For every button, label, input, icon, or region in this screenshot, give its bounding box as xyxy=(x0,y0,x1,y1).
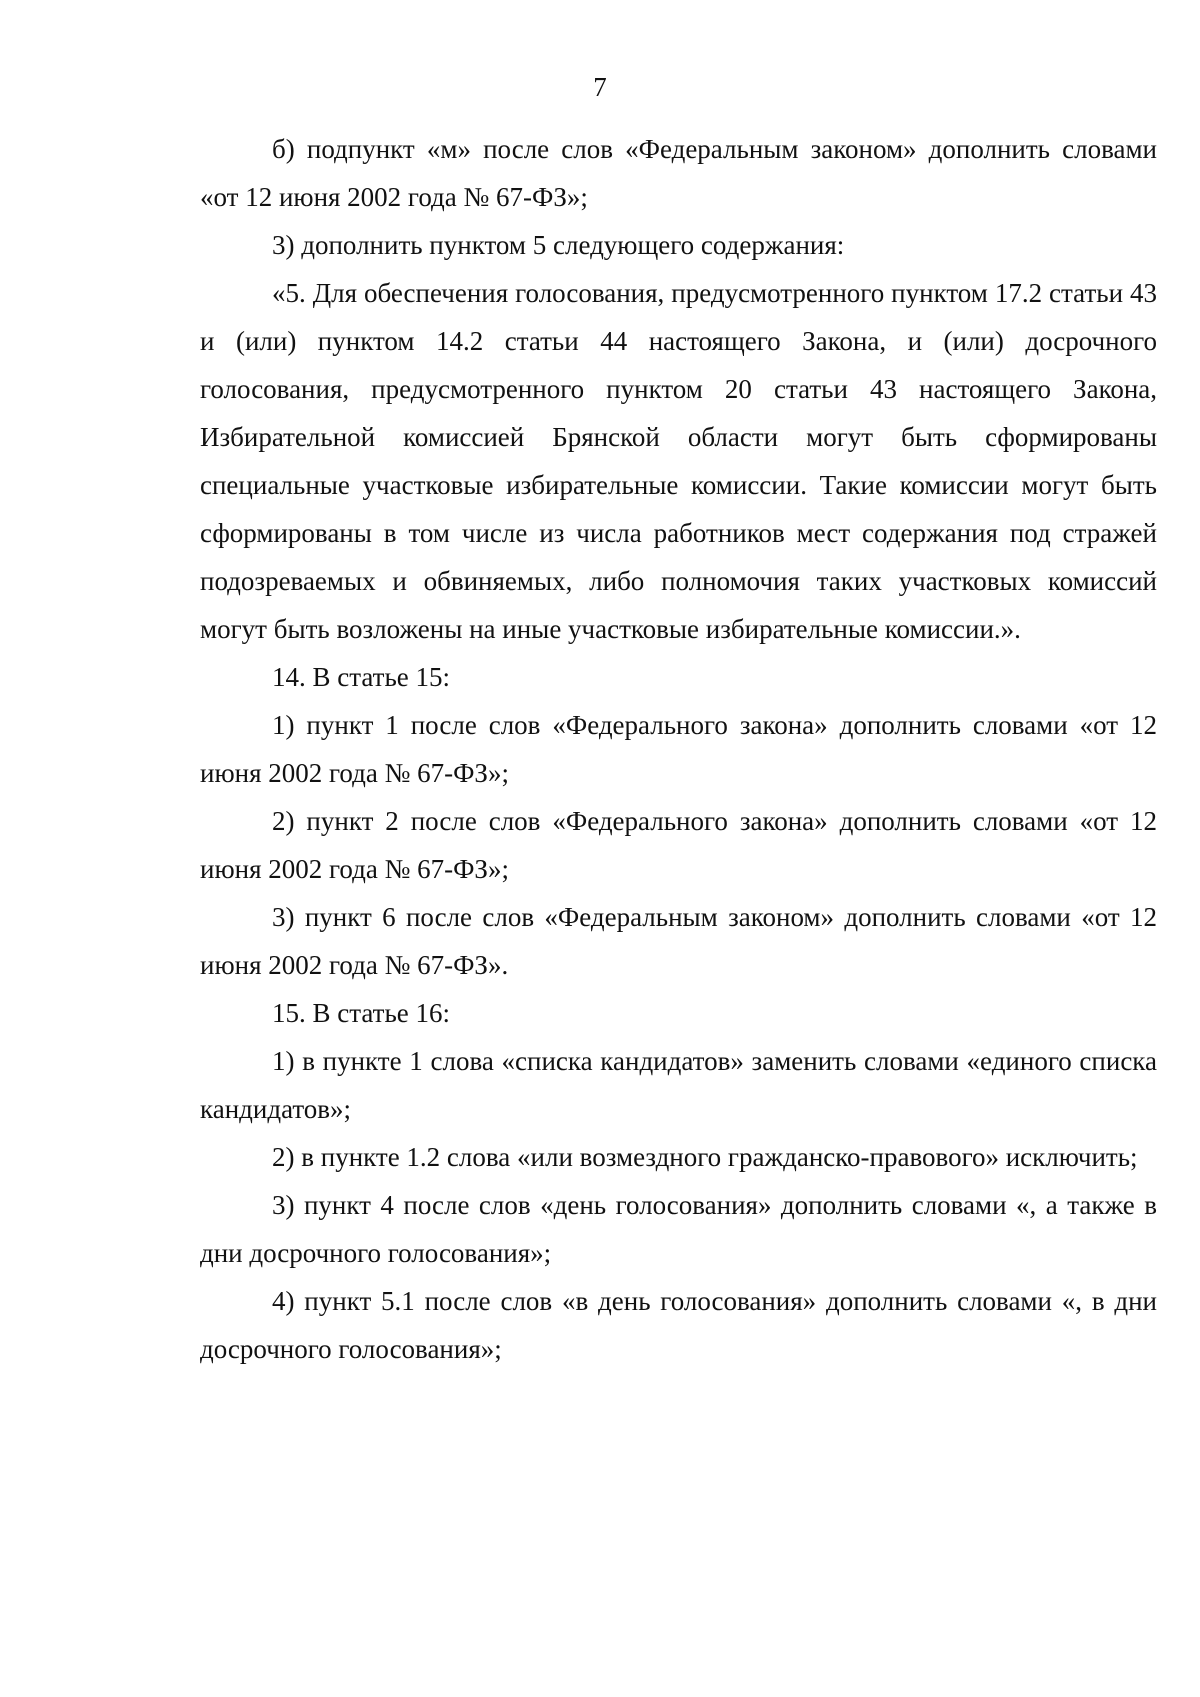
page-number: 7 xyxy=(593,72,607,102)
section-14-item-2: 2) пункт 2 после слов «Федерального закона» дополнить словами «от 12 июня 2002 года № 67-ФЗ»; xyxy=(200,806,1157,884)
section-15-item-3: 3) пункт 4 после слов «день голосования» дополнить словами «, а также в дни досрочного голосования»; xyxy=(200,1190,1157,1268)
paragraph-b-subitem-m: б) подпункт «м» после слов «Федеральным законом» дополнить словами «от 12 июня 2002 года № 67-ФЗ»; xyxy=(200,134,1157,212)
section-15-item-4: 4) пункт 5.1 после слов «в день голосования» дополнить словами «, в дни досрочного голосования»; xyxy=(200,1286,1157,1364)
paragraph-item-3: 3) дополнить пунктом 5 следующего содержания: xyxy=(272,230,845,260)
section-14-item-1: 1) пункт 1 после слов «Федерального закона» дополнить словами «от 12 июня 2002 года № 67-ФЗ»; xyxy=(200,710,1157,788)
section-14-item-3: 3) пункт 6 после слов «Федеральным законом» дополнить словами «от 12 июня 2002 года № 67-ФЗ». xyxy=(200,902,1157,980)
section-15-item-2: 2) в пункте 1.2 слова «или возмездного гражданско-правового» исключить; xyxy=(272,1142,1138,1172)
document-body xyxy=(200,125,1157,1373)
section-15-heading: 15. В статье 16: xyxy=(272,998,451,1028)
paragraph-item-5-text: «5. Для обеспечения голосования, предусмотренного пунктом 17.2 статьи 43 и (или) пунктом 14.2 статьи 44 настоящего Закона, и (или) досрочного голосования, предусмотренного пунктом 20 статьи 43 настоящего Закона, Избирательной комиссией Брянской области могут быть сформированы специальные участковые избирательные комиссии. Такие комиссии могут быть сформированы в том числе из числа работников мест содержания под стражей подозреваемых и обвиняемых, либо полномочия таких участковых комиссий могут быть возложены на иные участковые избирательные комиссии.». xyxy=(200,278,1157,644)
section-15-item-1: 1) в пункте 1 слова «списка кандидатов» заменить словами «единого списка кандидатов»; xyxy=(200,1046,1157,1124)
section-14-heading: 14. В статье 15: xyxy=(272,662,451,692)
